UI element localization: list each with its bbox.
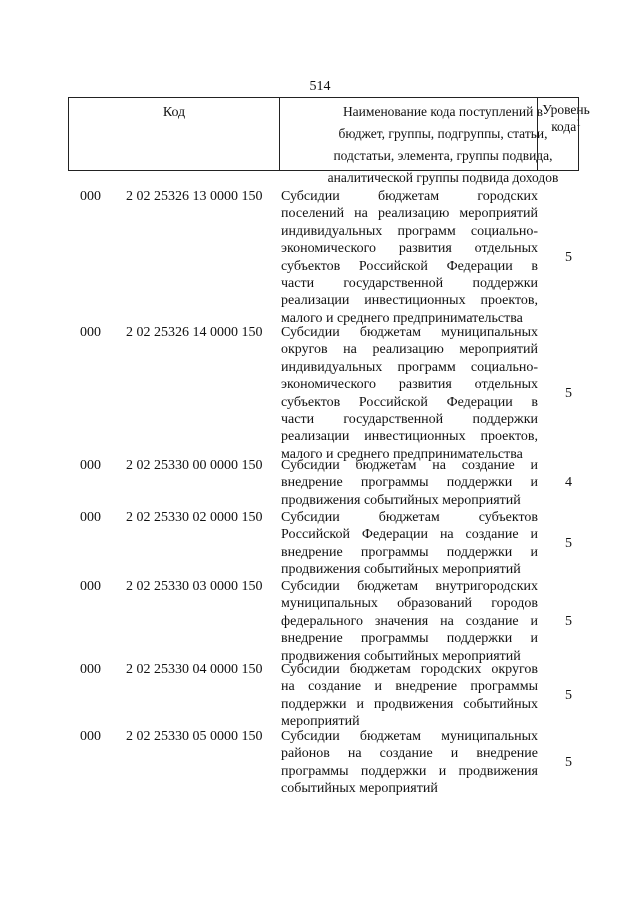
header-level-label: Уровень bbox=[542, 102, 590, 117]
admin-code: 000 bbox=[80, 729, 101, 744]
revenue-name-line: Российской Федерации на создание и bbox=[281, 527, 538, 543]
revenue-name-line: субъектов Российской Федерации в bbox=[281, 258, 538, 274]
revenue-name-line: экономического развития отдельных bbox=[281, 241, 538, 257]
revenue-name-line: на создание и внедрение программы bbox=[281, 679, 538, 695]
revenue-code: 2 02 25330 04 0000 150 bbox=[126, 662, 263, 677]
revenue-name-line: федерального значения на создание и bbox=[281, 613, 538, 629]
revenue-name-line: экономического развития отдельных bbox=[281, 377, 538, 393]
header-name-line: бюджет, группы, подгруппы, статьи, bbox=[338, 126, 548, 141]
header-name-line: подстатьи, элемента, группы подвида, bbox=[333, 148, 553, 163]
header-code-cell bbox=[69, 98, 280, 170]
revenue-name-line: событийных мероприятий bbox=[281, 781, 438, 797]
revenue-name-line: реализации инвестиционных проектов, bbox=[281, 429, 538, 445]
revenue-name-line: Субсидии бюджетам субъектов bbox=[281, 510, 538, 525]
revenue-name-line: Субсидии бюджетам муниципальных bbox=[281, 325, 538, 340]
revenue-name-line: индивидуальных программ социально- bbox=[281, 359, 538, 375]
revenue-name-line: части государственной поддержки bbox=[281, 412, 538, 427]
revenue-code: 2 02 25326 14 0000 150 bbox=[126, 325, 263, 340]
revenue-code: 2 02 25330 05 0000 150 bbox=[126, 729, 263, 744]
revenue-name-line: мероприятий bbox=[281, 714, 360, 730]
code-level: 5 bbox=[565, 536, 572, 551]
revenue-name-line: части государственной поддержки bbox=[281, 276, 538, 291]
revenue-name-line: индивидуальных программ социально- bbox=[281, 223, 538, 239]
revenue-code: 2 02 25326 13 0000 150 bbox=[126, 189, 263, 204]
code-level: 5 bbox=[565, 250, 572, 265]
admin-code: 000 bbox=[80, 579, 101, 594]
revenue-name-line: продвижения событийных мероприятий bbox=[281, 648, 521, 664]
admin-code: 000 bbox=[80, 510, 101, 525]
revenue-name-line: муниципальных образований городов bbox=[281, 596, 538, 612]
revenue-code: 2 02 25330 02 0000 150 bbox=[126, 510, 263, 525]
revenue-name-line: продвижения событийных мероприятий bbox=[281, 562, 521, 578]
code-level: 5 bbox=[565, 614, 572, 629]
revenue-name-line: малого и среднего предпринимательства bbox=[281, 310, 523, 326]
header-level-cell bbox=[537, 97, 590, 171]
code-level: 5 bbox=[565, 755, 572, 770]
header-name-line: аналитической группы подвида доходов bbox=[327, 170, 559, 185]
revenue-name-line: поддержки и продвижения событийных bbox=[281, 696, 538, 712]
revenue-name-line: программы поддержки и продвижения bbox=[281, 763, 538, 779]
admin-code: 000 bbox=[80, 325, 101, 340]
admin-code: 000 bbox=[80, 458, 101, 473]
revenue-name-line: округов на реализацию мероприятий bbox=[281, 342, 538, 358]
code-level: 5 bbox=[565, 688, 572, 703]
revenue-name-line: малого и среднего предпринимательства bbox=[281, 446, 523, 462]
revenue-name-line: субъектов Российской Федерации в bbox=[281, 394, 538, 410]
page-number: 514 bbox=[309, 79, 331, 94]
revenue-code: 2 02 25330 00 0000 150 bbox=[126, 458, 263, 473]
revenue-name-line: Субсидии бюджетам городских bbox=[281, 189, 538, 204]
revenue-name-line: реализации инвестиционных проектов, bbox=[281, 293, 538, 309]
header-name-line: Наименование кода поступлений в bbox=[342, 104, 544, 119]
revenue-name-line: внедрение программы поддержки и bbox=[281, 475, 538, 491]
admin-code: 000 bbox=[80, 662, 101, 677]
revenue-name-line: внедрение программы поддержки и bbox=[281, 544, 538, 560]
revenue-code: 2 02 25330 03 0000 150 bbox=[126, 579, 263, 594]
table-header bbox=[68, 97, 579, 185]
revenue-name-line: Субсидии бюджетам муниципальных bbox=[281, 729, 538, 744]
revenue-name-line: продвижения событийных мероприятий bbox=[281, 492, 521, 508]
code-level: 5 bbox=[565, 386, 572, 401]
admin-code: 000 bbox=[80, 189, 101, 204]
revenue-name-line: Субсидии бюджетам на создание и bbox=[281, 458, 538, 473]
header-level-label-line2: кода bbox=[551, 119, 577, 134]
revenue-name-line: Субсидии бюджетам городских округов bbox=[281, 662, 538, 677]
header-code-label: Код bbox=[162, 105, 186, 120]
revenue-name-line: Субсидии бюджетам внутригородских bbox=[281, 579, 538, 594]
revenue-name-line: районов на создание и внедрение bbox=[281, 746, 538, 762]
revenue-name-line: поселений на реализацию мероприятий bbox=[281, 206, 538, 222]
revenue-name-line: внедрение программы поддержки и bbox=[281, 631, 538, 647]
footnote-marker: 1 bbox=[576, 117, 581, 128]
code-level: 4 bbox=[565, 475, 572, 490]
